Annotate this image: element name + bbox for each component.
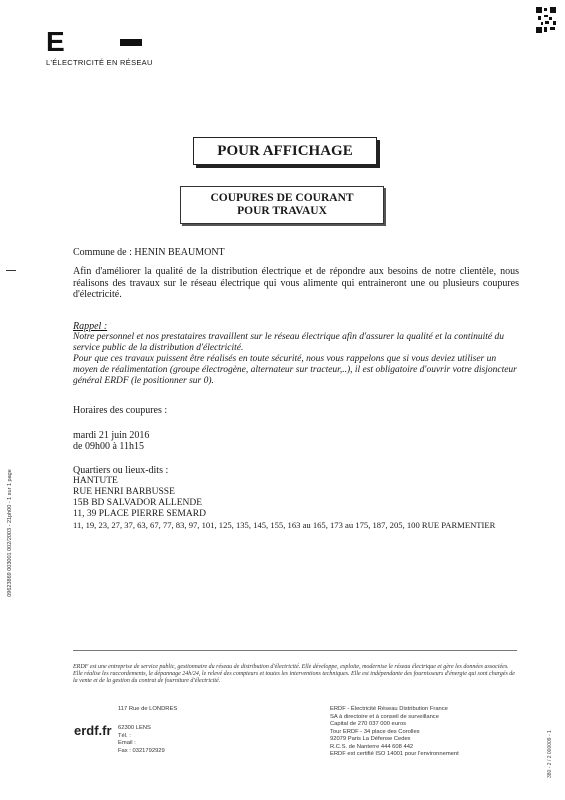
footer-address — [118, 706, 177, 714]
legal-line: R.C.S. de Nanterre 444 608 442 — [330, 743, 414, 750]
outage-hours: de 09h00 à 11h15 — [73, 441, 145, 452]
footer-contact — [118, 725, 165, 755]
footer-legal — [330, 706, 459, 759]
qr-code-icon — [535, 6, 557, 34]
title-box: POUR AFFICHAGE — [193, 137, 377, 165]
fold-mark — [6, 270, 16, 271]
list-item: HANTUTE — [73, 476, 118, 486]
quartiers-label: Quartiers ou lieux-dits : — [73, 465, 169, 476]
footer-reference-text: 380 - 2 / 2 000009 - 1 — [547, 730, 553, 778]
intro-paragraph: Afin d'améliorer la qualité de la distribution électrique et de répondre aux besoins de notre clientèle, nous réalisons des travaux sur le réseau électrique qui vous alimente qui entraineront une ou plusieurs coupures d'électricité. — [73, 266, 519, 300]
rappel-paragraph-1: Notre personnel et nos prestataires travaillent sur le réseau électrique afin d'assurer la qualité et la continuité du service public de la distribution d'électricité. — [73, 332, 504, 353]
rappel-title: Rappel : — [73, 321, 108, 332]
subtitle-line-1: COUPURES DE COURANT — [210, 192, 354, 204]
subtitle-box — [180, 186, 384, 224]
contact-fax: Fax : 0321792929 — [118, 747, 165, 754]
disclaimer: ERDF est une entreprise de service public, gestionnaire du réseau de distribution d'électricité. Elle développe, exploite, modernise le réseau électrique et gère les données associées. Elle réalise les raccordements, le dépannage 24h/24, le relevé des compteurs et toutes les interventions techniques. Elle est indépendante des fournisseurs d'énergie qui sont chargés de la vente et de la gestion du contrat de fourniture d'électricité. — [73, 664, 515, 684]
erdf-logo — [46, 28, 166, 62]
rappel-text — [73, 332, 519, 387]
footer-divider — [73, 650, 517, 651]
legal-line: SA à directoire et à conseil de surveillance — [330, 713, 439, 720]
list-item: 15B BD SALVADOR ALLENDE — [73, 498, 203, 508]
legal-line: 92079 Paris La Défense Cedex — [330, 736, 411, 742]
address-city: 62300 LENS — [118, 725, 151, 731]
rappel-paragraph-2: Pour que ces travaux puissent être réalisés en toute sécurité, nous vous rappelons que si vous deviez utiliser un moyen de réalimentation (groupe électrogène, alternateur sur tracteur,..), il est obligatoire d'ouvrir votre disjoncteur général ERDF (le positionner sur 0). — [73, 354, 517, 386]
logo-bar — [120, 39, 142, 46]
tagline: L'ÉLECTRICITÉ EN RÉSEAU — [46, 58, 153, 67]
subtitle-line-2: POUR TRAVAUX — [237, 205, 327, 217]
margin-reference-text: 09623869 003001 002/2003 - 21ph00 - 1 sur 1 page — [7, 469, 13, 597]
outage-date: mardi 21 juin 2016 — [73, 430, 150, 441]
logo-letter: E — [46, 26, 65, 57]
legal-line: ERDF est certifié ISO 14001 pour l'environnement — [330, 751, 459, 757]
footer-brand: erdf.fr — [74, 723, 112, 738]
contact-email: Email : — [118, 740, 136, 746]
legal-line: Tour ERDF - 34 place des Corolles — [330, 728, 420, 735]
list-item: RUE HENRI BARBUSSE — [73, 487, 175, 497]
legal-line: ERDF - Électricité Réseau Distribution France — [330, 706, 448, 712]
address-street: 117 Rue de LONDRES — [118, 706, 178, 712]
list-item: 11, 19, 23, 27, 37, 63, 67, 77, 83, 97, 101, 125, 135, 145, 155, 163 au 165, 173 au 175, 187, 205, 100 RUE PARMENTIER — [73, 520, 496, 530]
contact-tel: Tél. : — [118, 732, 131, 739]
margin-reference — [0, 430, 14, 640]
horaires-label: Horaires des coupures : — [73, 405, 168, 416]
footer-reference — [545, 700, 555, 780]
legal-line: Capital de 270 037 000 euros — [330, 721, 407, 727]
list-item: 11, 39 PLACE PIERRE SEMARD — [73, 509, 206, 519]
commune: Commune de : HENIN BEAUMONT — [73, 247, 225, 258]
